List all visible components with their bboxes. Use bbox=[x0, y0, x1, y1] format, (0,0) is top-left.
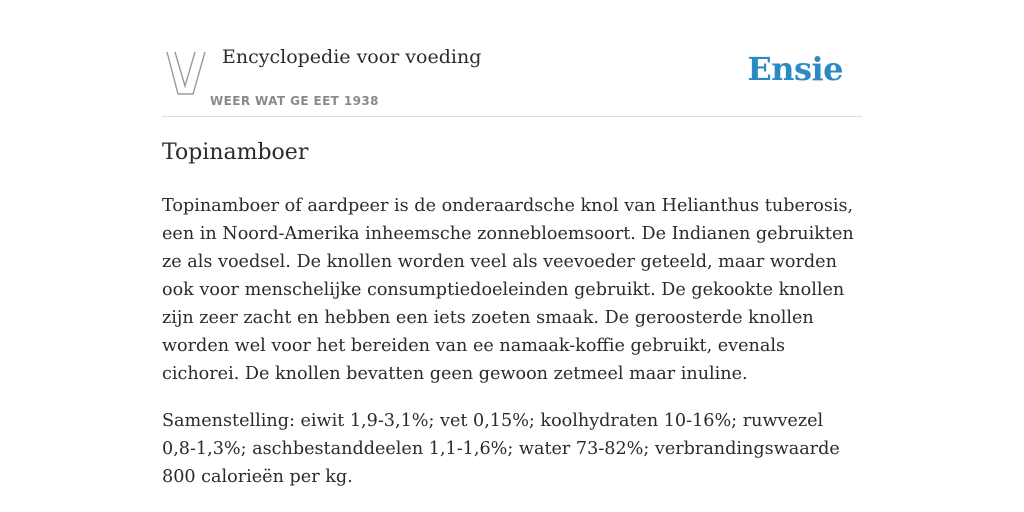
article-paragraph: Topinamboer of aardpeer is de onderaardsche knol van Helianthus tuberosis, een in Noord-Amerika inheemsche zonnebloemsoort. De Indianen gebruikten ze als voedsel. De knollen worden veel als veevoeder geteeld, maar worden ook voor menschelijke consumptiedoeleinden gebruikt. De gekookte knollen zijn zeer zacht en hebben een iets zoeten smaak. De geroosterde knollen worden wel voor het bereiden van ee namaak-koffie gebruikt, evenals cichorei. De knollen bevatten geen gewoon zetmeel maar inuline. bbox=[162, 196, 854, 384]
site-subtitle: WEER WAT GE EET 1938 bbox=[210, 94, 379, 108]
article-paragraph: Samenstelling: eiwit 1,9-3,1%; vet 0,15%; koolhydraten 10-16%; ruwvezel 0,8-1,3%; aschbestanddeelen 1,1-1,6%; water 73-82%; verbrandingswaarde 800 calorieën per kg. bbox=[162, 411, 840, 487]
site-header bbox=[162, 0, 862, 117]
article-title: Topinamboer bbox=[162, 140, 309, 165]
v-logo-icon[interactable] bbox=[165, 48, 207, 96]
page-container bbox=[162, 0, 862, 487]
brand-link[interactable]: Ensie bbox=[747, 50, 843, 88]
site-title[interactable]: Encyclopedie voor voeding bbox=[222, 46, 482, 68]
